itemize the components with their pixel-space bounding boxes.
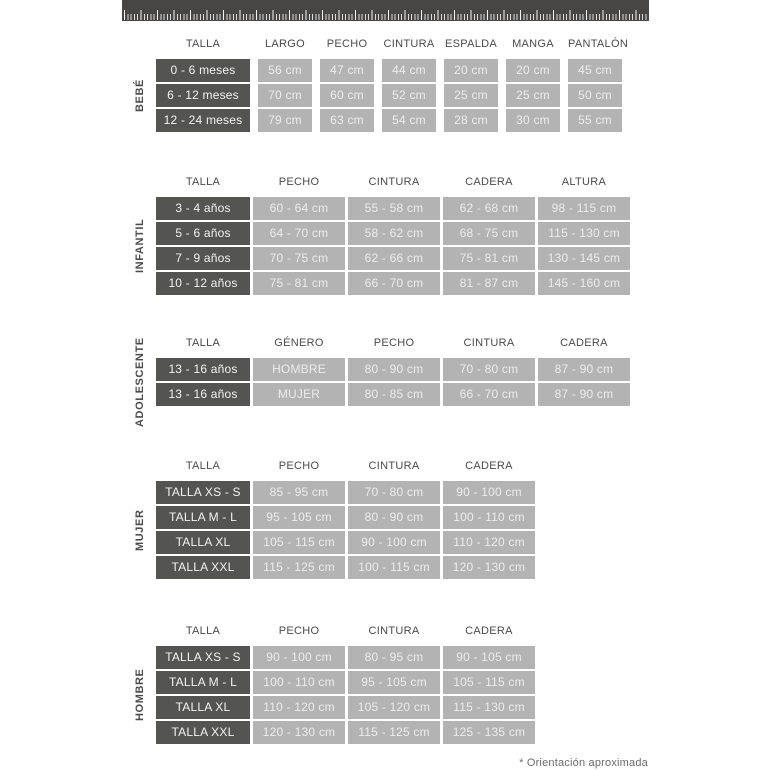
row-header-cell: 5 - 6 años: [156, 222, 250, 245]
value-cell: 145 - 160 cm: [538, 272, 630, 295]
row-header-cell: TALLA XXL: [156, 721, 250, 744]
size-table-hombre: [134, 624, 535, 744]
row-header-cell: 0 - 6 meses: [156, 59, 250, 82]
column-header: PECHO: [373, 337, 415, 349]
value-cell: 105 - 115 cm: [253, 531, 345, 554]
value-cell: 28 cm: [444, 109, 498, 132]
value-cell: 68 - 75 cm: [443, 222, 535, 245]
value-cell: 79 cm: [258, 109, 312, 132]
column-header: CINTURA: [368, 625, 420, 637]
value-cell: 80 - 95 cm: [348, 646, 440, 669]
column-header: LARGO: [264, 38, 305, 50]
value-cell: 115 - 125 cm: [253, 556, 345, 579]
value-cell: 125 - 135 cm: [443, 721, 535, 744]
value-cell: 80 - 85 cm: [348, 383, 440, 406]
value-cell: 115 - 130 cm: [538, 222, 630, 245]
value-cell: 70 - 75 cm: [253, 247, 345, 270]
group-label: INFANTIL: [134, 218, 146, 274]
value-cell: 105 - 120 cm: [348, 696, 440, 719]
column-header: PANTALÓN: [568, 38, 629, 50]
size-table-infantil: [134, 175, 630, 295]
row-header-cell: 10 - 12 años: [156, 272, 250, 295]
value-cell: 100 - 110 cm: [253, 671, 345, 694]
value-cell: 30 cm: [506, 109, 560, 132]
value-cell: 62 - 66 cm: [348, 247, 440, 270]
size-table-adolescente: [134, 336, 630, 427]
table-rows: [156, 197, 630, 295]
value-cell: 81 - 87 cm: [443, 272, 535, 295]
row-header-cell: 13 - 16 años: [156, 358, 250, 381]
value-cell: 80 - 90 cm: [348, 506, 440, 529]
column-header: ESPALDA: [444, 38, 498, 50]
value-cell: 115 - 125 cm: [348, 721, 440, 744]
value-cell: 95 - 105 cm: [253, 506, 345, 529]
value-cell: 87 - 90 cm: [538, 383, 630, 406]
value-cell: 54 cm: [382, 109, 436, 132]
column-header: CINTURA: [368, 176, 420, 188]
value-cell: 90 - 100 cm: [348, 531, 440, 554]
row-header-cell: TALLA XL: [156, 696, 250, 719]
value-cell: 66 - 70 cm: [443, 383, 535, 406]
column-headers: [156, 37, 629, 51]
value-cell: MUJER: [253, 383, 345, 406]
value-cell: 63 cm: [320, 109, 374, 132]
row-header-cell: TALLA XXL: [156, 556, 250, 579]
table-rows: [156, 59, 622, 132]
value-cell: HOMBRE: [253, 358, 345, 381]
footnote: * Orientación aproximada: [519, 757, 648, 769]
value-cell: 58 - 62 cm: [348, 222, 440, 245]
column-header: PECHO: [278, 176, 320, 188]
column-header: MANGA: [512, 38, 554, 50]
column-header: TALLA: [185, 337, 221, 349]
value-cell: 52 cm: [382, 84, 436, 107]
value-cell: 70 - 80 cm: [348, 481, 440, 504]
value-cell: 25 cm: [444, 84, 498, 107]
size-table-bebe: [134, 37, 629, 132]
table-rows: [156, 646, 535, 744]
row-header-cell: 12 - 24 meses: [156, 109, 250, 132]
column-headers: [156, 624, 535, 638]
column-header: CINTURA: [383, 38, 435, 50]
group-label: MUJER: [134, 509, 146, 551]
value-cell: 90 - 100 cm: [443, 481, 535, 504]
value-cell: 60 cm: [320, 84, 374, 107]
column-header: TALLA: [185, 625, 221, 637]
table-rows: [156, 481, 535, 579]
measuring-tape-icon: [122, 0, 649, 21]
value-cell: 25 cm: [506, 84, 560, 107]
column-header: PECHO: [278, 625, 320, 637]
column-header: CADERA: [560, 337, 608, 349]
ruler-tall-ticks: [124, 10, 647, 20]
column-headers: [156, 175, 630, 189]
column-headers: [156, 336, 630, 350]
value-cell: 75 - 81 cm: [443, 247, 535, 270]
value-cell: 105 - 115 cm: [443, 671, 535, 694]
value-cell: 90 - 100 cm: [253, 646, 345, 669]
row-header-cell: 13 - 16 años: [156, 383, 250, 406]
column-header: TALLA: [185, 176, 221, 188]
column-headers: [156, 459, 535, 473]
value-cell: 85 - 95 cm: [253, 481, 345, 504]
column-header: PECHO: [326, 38, 368, 50]
value-cell: 87 - 90 cm: [538, 358, 630, 381]
column-header: CINTURA: [368, 460, 420, 472]
column-header: CINTURA: [463, 337, 515, 349]
column-header: CADERA: [465, 625, 513, 637]
value-cell: 50 cm: [568, 84, 622, 107]
row-header-cell: TALLA XL: [156, 531, 250, 554]
value-cell: 95 - 105 cm: [348, 671, 440, 694]
value-cell: 70 - 80 cm: [443, 358, 535, 381]
value-cell: 45 cm: [568, 59, 622, 82]
column-header: CADERA: [465, 460, 513, 472]
row-header-cell: TALLA M - L: [156, 671, 250, 694]
table-rows: [156, 358, 630, 406]
value-cell: 100 - 115 cm: [348, 556, 440, 579]
value-cell: 110 - 120 cm: [253, 696, 345, 719]
value-cell: 100 - 110 cm: [443, 506, 535, 529]
column-header: ALTURA: [561, 176, 607, 188]
value-cell: 20 cm: [444, 59, 498, 82]
row-header-cell: TALLA XS - S: [156, 646, 250, 669]
column-header: TALLA: [185, 460, 221, 472]
group-label: HOMBRE: [134, 668, 146, 722]
value-cell: 56 cm: [258, 59, 312, 82]
column-header: GÉNERO: [274, 337, 324, 349]
row-header-cell: TALLA XS - S: [156, 481, 250, 504]
value-cell: 120 - 130 cm: [253, 721, 345, 744]
row-header-cell: 6 - 12 meses: [156, 84, 250, 107]
row-header-cell: 3 - 4 años: [156, 197, 250, 220]
value-cell: 70 cm: [258, 84, 312, 107]
value-cell: 55 - 58 cm: [348, 197, 440, 220]
column-header: CADERA: [465, 176, 513, 188]
value-cell: 75 - 81 cm: [253, 272, 345, 295]
value-cell: 110 - 120 cm: [443, 531, 535, 554]
group-label: BEBÉ: [134, 79, 146, 112]
value-cell: 64 - 70 cm: [253, 222, 345, 245]
value-cell: 60 - 64 cm: [253, 197, 345, 220]
value-cell: 80 - 90 cm: [348, 358, 440, 381]
value-cell: 120 - 130 cm: [443, 556, 535, 579]
value-cell: 47 cm: [320, 59, 374, 82]
value-cell: 115 - 130 cm: [443, 696, 535, 719]
row-header-cell: TALLA M - L: [156, 506, 250, 529]
column-header: PECHO: [278, 460, 320, 472]
value-cell: 66 - 70 cm: [348, 272, 440, 295]
value-cell: 98 - 115 cm: [538, 197, 630, 220]
value-cell: 62 - 68 cm: [443, 197, 535, 220]
column-header: TALLA: [185, 38, 221, 50]
value-cell: 44 cm: [382, 59, 436, 82]
value-cell: 20 cm: [506, 59, 560, 82]
value-cell: 55 cm: [568, 109, 622, 132]
row-header-cell: 7 - 9 años: [156, 247, 250, 270]
value-cell: 90 - 105 cm: [443, 646, 535, 669]
size-table-mujer: [134, 459, 535, 579]
value-cell: 130 - 145 cm: [538, 247, 630, 270]
group-label: ADOLESCENTE: [134, 337, 146, 427]
